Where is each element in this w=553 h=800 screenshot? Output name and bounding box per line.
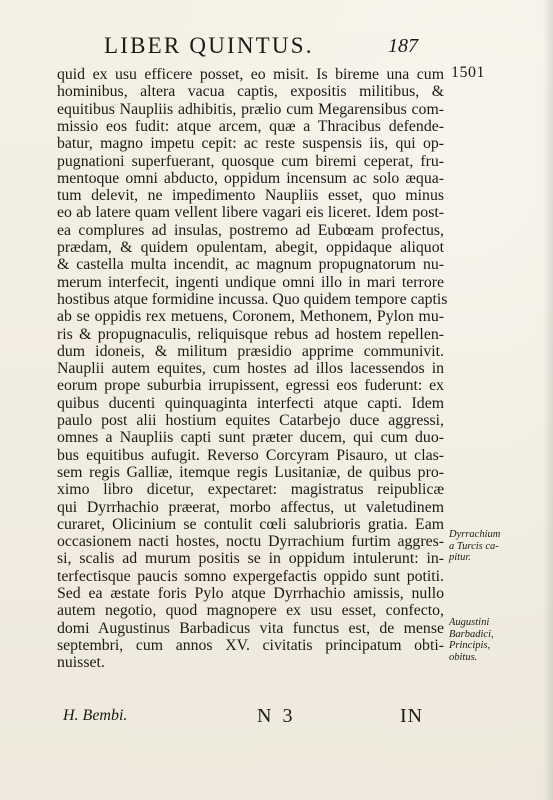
text-line: septembri, cum annos XV. civitatis principatum obti- — [57, 636, 444, 654]
text-line: ab se oppidis rex metuens, Coronem, Methonem, Pylon mu- — [57, 308, 444, 326]
page-footer — [0, 705, 553, 729]
running-title: LIBER QUINTUS. — [104, 33, 314, 58]
page-edge-shadow — [543, 0, 553, 800]
text-line: pugnationi superfuerant, quosque cum biremi ceperat, fru- — [57, 152, 444, 170]
text-line: omnes a Naupliis capti sunt præter ducem, qui cum duo- — [57, 429, 444, 447]
text-line: tum delevit, ne impedimento Naupliis esset, quo minus — [57, 187, 444, 205]
text-line: sem regis Galliæ, itemque regis Lusitaniæ, de quibus pro- — [57, 463, 444, 481]
text-line: ea complures ad insulas, postremo ad Eubœam profectus, — [57, 221, 444, 239]
page-number: 187 — [388, 35, 418, 57]
margin-note-line: a Turcis ca- — [449, 540, 499, 552]
text-line: ximo libro dicetur, expectaret: magistratus reipublicæ — [57, 481, 444, 499]
text-line: eorum prope suburbia irrupissent, egressi eos fuderunt: ex — [57, 377, 444, 395]
text-line: paulo post alii hostium equites Catarbejo duce aggressi, — [57, 412, 444, 429]
text-line: equitibus Naupliis adhibitis, prælio cum Megarensibus com- — [57, 100, 444, 118]
year-marginal-note: 1501 — [451, 64, 485, 81]
text-line: batur, magno impetu cepit: ac reste suspensis iis, qui op- — [57, 135, 444, 153]
text-line: eo ab latere quam vellent libere vagari eis liceret. Idem post- — [57, 204, 444, 222]
text-line: bus equitibus aufugit. Reverso Corcyram Pisauro, ut clas- — [57, 446, 444, 464]
text-line: prædam, & quidem opulentam, abegit, oppidaque aliquot — [57, 239, 444, 256]
text-line: qui Dyrrhachio præerat, morbo affectus, ut valetudinem — [57, 498, 444, 516]
margin-note-line: Dyrrachium — [449, 529, 501, 540]
text-line: & castella multa incendit, ac magnum propugnatorum nu- — [57, 256, 444, 274]
text-line: missio eos fudit: atque arcem, quæ a Thracibus defende- — [57, 117, 444, 135]
text-line: mentoque omni abducto, oppidum incensum ac solo æqua- — [57, 169, 444, 187]
footer-author: H. Bembi. — [63, 707, 128, 724]
running-head — [0, 33, 553, 59]
text-line: si, scalis ad murum positis se in oppidum intulerunt: in- — [57, 550, 444, 568]
text-line: merum interfecit, ingenti undique omni illo in mari terrore — [57, 273, 444, 291]
text-line: quibus ducenti quinquaginta interfecti atque capti. Idem — [57, 394, 444, 412]
margin-note-line: obitus. — [449, 651, 478, 663]
text-line: hostibus atque formidine incussa. Quo quidem tempore captis — [57, 290, 448, 308]
text-line: Nauplii autem equites, cum hostes ad illos lacessendos in — [57, 360, 444, 378]
main-text-column — [57, 65, 448, 672]
margin-note-line: pitur. — [449, 552, 471, 563]
text-line: ris & propugnaculis, reliquisque rebus ad hostem repellen- — [57, 325, 444, 343]
text-line: hominibus, altera vacua captis, expositis militibus, & — [57, 83, 444, 101]
text-line: curaret, Olicinium se contulit cœli salubrioris gratia. Eam — [57, 515, 444, 533]
text-line: occasionem nacti hostes, noctu Dyrrachium furtim aggres- — [57, 533, 444, 551]
text-line: quid ex usu efficere posset, eo misit. Is bireme una cum — [57, 66, 444, 83]
signature-mark: N 3 — [257, 705, 296, 727]
text-line: terfectisque paucis somno expergefactis oppido sunt potiti. — [57, 567, 444, 585]
margin-note-line: Barbadici, — [449, 628, 494, 640]
margin-note-line: Augustini — [449, 617, 490, 628]
text-line: domi Augustinus Barbadicus vita functus est, de mense — [57, 619, 444, 637]
text-line: Sed ea æstate foris Pylo atque Dyrrhachio amissis, nullo — [57, 585, 444, 602]
margin-note-dyrrachium — [449, 529, 539, 564]
text-line: dum idoneis, & militum præsidio apprime communivit. — [57, 342, 444, 360]
text-line: nuisset. — [57, 654, 105, 672]
margin-note-barbadici — [449, 617, 539, 663]
text-line: autem negotio, quod magnopere ex usu esset, confecto, — [57, 602, 444, 620]
catchword: IN — [400, 705, 424, 727]
margin-note-line: Principis, — [449, 640, 491, 651]
